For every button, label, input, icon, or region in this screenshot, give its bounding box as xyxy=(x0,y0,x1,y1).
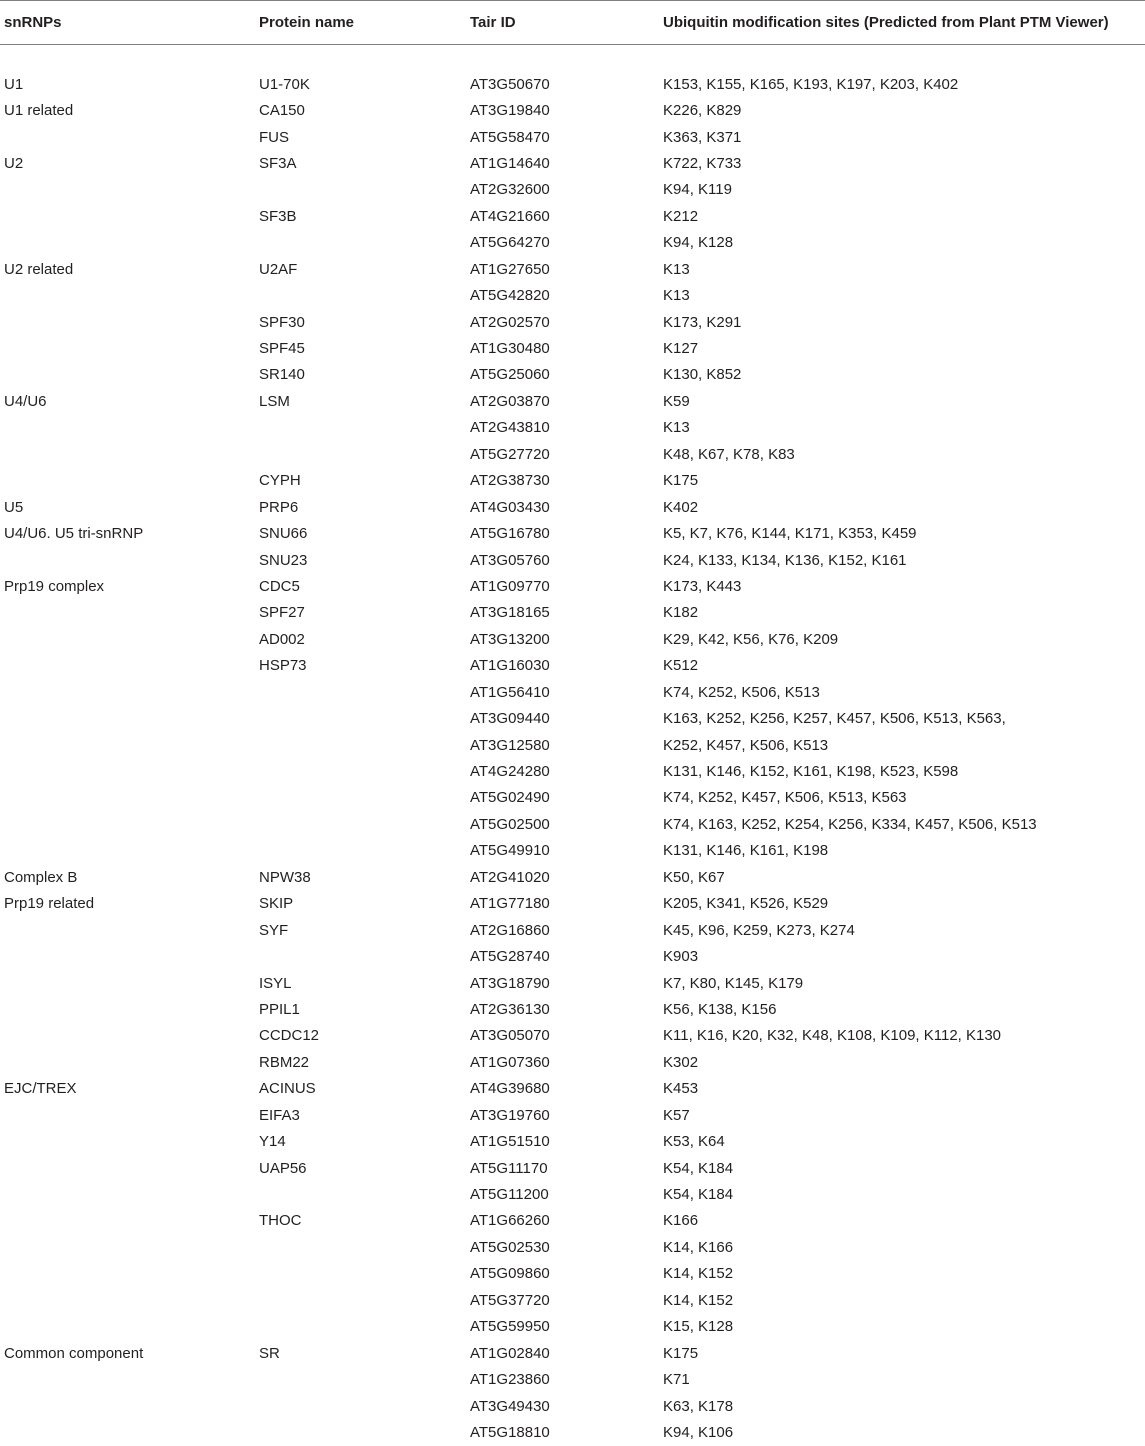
cell-tair-id: AT2G41020 xyxy=(470,868,550,886)
table-row xyxy=(0,679,1145,705)
cell-ubiquitin-sites: K48, K67, K78, K83 xyxy=(663,445,795,463)
table-row xyxy=(0,309,1145,335)
table-row xyxy=(0,653,1145,679)
cell-ubiquitin-sites: K166 xyxy=(663,1212,699,1230)
cell-protein-name xyxy=(255,1234,466,1260)
cell-ubiquitin-sites: K182 xyxy=(663,604,699,622)
cell-tair-id: AT2G32600 xyxy=(470,181,550,199)
cell-snrnp xyxy=(0,1102,255,1128)
cell-tair-id: AT5G37720 xyxy=(470,1291,550,1309)
cell-ubiquitin-sites: K722, K733 xyxy=(663,154,742,172)
cell-snrnp xyxy=(0,1366,255,1392)
cell-snrnp xyxy=(0,1181,255,1207)
cell-tair-id: AT5G09860 xyxy=(470,1265,550,1283)
cell-ubiquitin-sites: K402 xyxy=(663,498,699,516)
cell-protein-name: FUS xyxy=(259,128,289,146)
cell-protein-name xyxy=(255,838,466,864)
table-row xyxy=(0,838,1145,864)
table-row xyxy=(0,1340,1145,1366)
cell-tair-id: AT1G23860 xyxy=(470,1371,550,1389)
table-row xyxy=(0,811,1145,837)
table-row xyxy=(0,415,1145,441)
cell-tair-id: AT5G11200 xyxy=(470,1186,549,1204)
table-row xyxy=(0,362,1145,388)
cell-protein-name: SR xyxy=(259,1344,280,1362)
cell-protein-name xyxy=(255,230,466,256)
cell-ubiquitin-sites: K453 xyxy=(663,1080,699,1098)
table-row xyxy=(0,203,1145,229)
cell-snrnp xyxy=(0,282,255,308)
cell-protein-name: Y14 xyxy=(259,1133,286,1151)
table-header xyxy=(0,1,1145,45)
cell-tair-id: AT3G12580 xyxy=(470,736,550,754)
table-row xyxy=(0,970,1145,996)
cell-ubiquitin-sites: K15, K128 xyxy=(663,1318,734,1336)
cell-protein-name xyxy=(255,1419,466,1445)
cell-protein-name: CDC5 xyxy=(259,577,300,595)
cell-protein-name: CCDC12 xyxy=(259,1027,320,1045)
cell-snrnp xyxy=(0,1208,255,1234)
cell-tair-id: AT1G07360 xyxy=(470,1053,550,1071)
cell-ubiquitin-sites: K13 xyxy=(663,260,690,278)
cell-tair-id: AT3G49430 xyxy=(470,1397,550,1415)
cell-snrnp xyxy=(0,996,255,1022)
cell-snrnp xyxy=(0,970,255,996)
cell-ubiquitin-sites: K29, K42, K56, K76, K209 xyxy=(663,630,839,648)
table-row xyxy=(0,230,1145,256)
cell-snrnp xyxy=(0,547,255,573)
cell-tair-id: AT3G18165 xyxy=(470,604,550,622)
cell-protein-name: U2AF xyxy=(259,260,298,278)
cell-snrnp xyxy=(0,203,255,229)
table-row xyxy=(0,600,1145,626)
cell-ubiquitin-sites: K212 xyxy=(663,207,699,225)
table-row xyxy=(0,732,1145,758)
table-row xyxy=(0,1076,1145,1102)
cell-snrnp xyxy=(0,943,255,969)
cell-ubiquitin-sites: K74, K163, K252, K254, K256, K334, K457, K506, K513 xyxy=(663,815,1037,833)
cell-tair-id: AT5G18810 xyxy=(470,1423,550,1441)
cell-tair-id: AT5G64270 xyxy=(470,234,550,252)
column-header-tair-id: Tair ID xyxy=(466,1,659,45)
cell-ubiquitin-sites: K7, K80, K145, K179 xyxy=(663,974,804,992)
cell-protein-name: SKIP xyxy=(259,895,294,913)
cell-ubiquitin-sites: K512 xyxy=(663,657,699,675)
cell-protein-name xyxy=(255,1393,466,1419)
cell-tair-id: AT1G02840 xyxy=(470,1344,550,1362)
table-row xyxy=(0,282,1145,308)
table-row xyxy=(0,388,1145,414)
cell-ubiquitin-sites: K127 xyxy=(663,340,699,358)
cell-protein-name: SNU23 xyxy=(259,551,308,569)
cell-snrnp xyxy=(0,468,255,494)
table-row xyxy=(0,891,1145,917)
cell-ubiquitin-sites: K163, K252, K256, K257, K457, K506, K513, K563, xyxy=(663,710,1006,728)
cell-protein-name: SR140 xyxy=(259,366,305,384)
cell-snrnp xyxy=(0,1023,255,1049)
cell-tair-id: AT5G49910 xyxy=(470,842,550,860)
cell-tair-id: AT3G05760 xyxy=(470,551,550,569)
cell-protein-name xyxy=(255,1366,466,1392)
cell-protein-name: HSP73 xyxy=(259,657,307,675)
cell-protein-name: AD002 xyxy=(259,630,305,648)
cell-tair-id: AT2G43810 xyxy=(470,419,550,437)
cell-ubiquitin-sites: K13 xyxy=(663,419,690,437)
cell-tair-id: AT4G39680 xyxy=(470,1080,550,1098)
cell-tair-id: AT1G30480 xyxy=(470,340,550,358)
table-row xyxy=(0,441,1145,467)
cell-tair-id: AT1G56410 xyxy=(470,683,550,701)
cell-protein-name xyxy=(255,732,466,758)
cell-ubiquitin-sites: K94, K128 xyxy=(663,234,734,252)
cell-protein-name: U1-70K xyxy=(259,75,310,93)
cell-protein-name xyxy=(255,177,466,203)
cell-snrnp xyxy=(0,177,255,203)
cell-snrnp xyxy=(0,838,255,864)
cell-snrnp: U1 related xyxy=(4,102,74,120)
cell-snrnp: Prp19 complex xyxy=(4,577,105,595)
cell-tair-id: AT3G05070 xyxy=(470,1027,550,1045)
cell-tair-id: AT1G09770 xyxy=(470,577,550,595)
cell-snrnp xyxy=(0,1128,255,1154)
cell-ubiquitin-sites: K24, K133, K134, K136, K152, K161 xyxy=(663,551,907,569)
table-row xyxy=(0,1128,1145,1154)
column-header-snrnps: snRNPs xyxy=(0,1,255,45)
cell-snrnp: U5 xyxy=(4,498,24,516)
table-row xyxy=(0,1393,1145,1419)
cell-tair-id: AT3G13200 xyxy=(470,630,550,648)
table-row xyxy=(0,1419,1145,1445)
cell-ubiquitin-sites: K94, K106 xyxy=(663,1423,734,1441)
cell-protein-name: UAP56 xyxy=(259,1159,307,1177)
cell-protein-name: NPW38 xyxy=(259,868,311,886)
cell-ubiquitin-sites: K57 xyxy=(663,1106,690,1124)
cell-protein-name: PPIL1 xyxy=(259,1000,300,1018)
cell-tair-id: AT4G24280 xyxy=(470,763,550,781)
cell-ubiquitin-sites: K53, K64 xyxy=(663,1133,725,1151)
table-row xyxy=(0,785,1145,811)
table-row xyxy=(0,468,1145,494)
cell-snrnp xyxy=(0,600,255,626)
cell-tair-id: AT5G42820 xyxy=(470,287,550,305)
cell-snrnp xyxy=(0,1234,255,1260)
cell-ubiquitin-sites: K13 xyxy=(663,287,690,305)
table-row xyxy=(0,1287,1145,1313)
cell-snrnp xyxy=(0,917,255,943)
table-row xyxy=(0,1234,1145,1260)
cell-ubiquitin-sites: K226, K829 xyxy=(663,102,742,120)
cell-protein-name: ACINUS xyxy=(259,1080,316,1098)
table-row xyxy=(0,1314,1145,1340)
table-row xyxy=(0,758,1145,784)
cell-protein-name: RBM22 xyxy=(259,1053,310,1071)
table-row xyxy=(0,1366,1145,1392)
table-row xyxy=(0,943,1145,969)
cell-snrnp xyxy=(0,1261,255,1287)
cell-snrnp xyxy=(0,1155,255,1181)
cell-ubiquitin-sites: K14, K152 xyxy=(663,1265,734,1283)
cell-snrnp xyxy=(0,785,255,811)
cell-snrnp: U1 xyxy=(4,75,24,93)
cell-protein-name: SPF45 xyxy=(259,340,305,358)
cell-tair-id: AT1G51510 xyxy=(470,1133,550,1151)
cell-protein-name xyxy=(255,943,466,969)
table-row xyxy=(0,864,1145,890)
cell-snrnp xyxy=(0,1419,255,1445)
cell-snrnp xyxy=(0,335,255,361)
cell-ubiquitin-sites: K71 xyxy=(663,1371,690,1389)
cell-tair-id: AT3G18790 xyxy=(470,974,550,992)
cell-ubiquitin-sites: K45, K96, K259, K273, K274 xyxy=(663,921,855,939)
table-row xyxy=(0,1102,1145,1128)
cell-ubiquitin-sites: K252, K457, K506, K513 xyxy=(663,736,829,754)
cell-snrnp: U2 xyxy=(4,154,24,172)
cell-snrnp xyxy=(0,1314,255,1340)
table-row xyxy=(0,494,1145,520)
cell-protein-name: THOC xyxy=(259,1212,302,1230)
table-row xyxy=(0,335,1145,361)
cell-tair-id: AT5G59950 xyxy=(470,1318,550,1336)
cell-tair-id: AT5G25060 xyxy=(470,366,550,384)
table-row xyxy=(0,150,1145,176)
cell-ubiquitin-sites: K14, K152 xyxy=(663,1291,734,1309)
table-body xyxy=(0,45,1145,1446)
cell-ubiquitin-sites: K56, K138, K156 xyxy=(663,1000,777,1018)
table-row xyxy=(0,626,1145,652)
cell-snrnp: Prp19 related xyxy=(4,895,95,913)
cell-snrnp xyxy=(0,653,255,679)
cell-snrnp: U2 related xyxy=(4,260,74,278)
cell-ubiquitin-sites: K54, K184 xyxy=(663,1186,734,1204)
cell-snrnp xyxy=(0,124,255,150)
cell-snrnp xyxy=(0,441,255,467)
cell-snrnp xyxy=(0,732,255,758)
cell-tair-id: AT5G02530 xyxy=(470,1238,550,1256)
cell-ubiquitin-sites: K173, K291 xyxy=(663,313,742,331)
cell-snrnp xyxy=(0,705,255,731)
cell-protein-name: SPF30 xyxy=(259,313,305,331)
cell-tair-id: AT1G77180 xyxy=(470,895,550,913)
table-row xyxy=(0,71,1145,97)
cell-snrnp: Common component xyxy=(4,1344,144,1362)
cell-ubiquitin-sites: K5, K7, K76, K144, K171, K353, K459 xyxy=(663,525,917,543)
cell-ubiquitin-sites: K50, K67 xyxy=(663,868,725,886)
table-row xyxy=(0,705,1145,731)
cell-snrnp xyxy=(0,1049,255,1075)
cell-tair-id: AT1G14640 xyxy=(470,154,550,172)
cell-snrnp xyxy=(0,1287,255,1313)
cell-tair-id: AT2G16860 xyxy=(470,921,550,939)
cell-tair-id: AT3G09440 xyxy=(470,710,550,728)
cell-protein-name: ISYL xyxy=(259,974,292,992)
cell-snrnp xyxy=(0,811,255,837)
cell-ubiquitin-sites: K175 xyxy=(663,1344,699,1362)
cell-tair-id: AT5G58470 xyxy=(470,128,550,146)
cell-ubiquitin-sites: K130, K852 xyxy=(663,366,742,384)
cell-ubiquitin-sites: K175 xyxy=(663,472,699,490)
cell-ubiquitin-sites: K59 xyxy=(663,392,690,410)
cell-tair-id: AT2G36130 xyxy=(470,1000,550,1018)
cell-ubiquitin-sites: K173, K443 xyxy=(663,577,742,595)
cell-ubiquitin-sites: K205, K341, K526, K529 xyxy=(663,895,829,913)
cell-ubiquitin-sites: K54, K184 xyxy=(663,1159,734,1177)
cell-protein-name xyxy=(255,1181,466,1207)
cell-ubiquitin-sites: K131, K146, K161, K198 xyxy=(663,842,829,860)
cell-tair-id: AT3G19840 xyxy=(470,102,550,120)
cell-snrnp: Complex B xyxy=(4,868,78,886)
cell-tair-id: AT5G28740 xyxy=(470,948,550,966)
cell-ubiquitin-sites: K74, K252, K457, K506, K513, K563 xyxy=(663,789,907,807)
cell-snrnp xyxy=(0,1393,255,1419)
table-row xyxy=(0,573,1145,599)
cell-protein-name xyxy=(255,1314,466,1340)
cell-snrnp xyxy=(0,230,255,256)
cell-ubiquitin-sites: K131, K146, K152, K161, K198, K523, K598 xyxy=(663,763,959,781)
cell-ubiquitin-sites: K74, K252, K506, K513 xyxy=(663,683,820,701)
cell-protein-name: PRP6 xyxy=(259,498,299,516)
cell-snrnp xyxy=(0,309,255,335)
cell-protein-name: SNU66 xyxy=(259,525,308,543)
cell-tair-id: AT5G27720 xyxy=(470,445,550,463)
cell-protein-name xyxy=(255,785,466,811)
cell-protein-name xyxy=(255,811,466,837)
cell-protein-name: SPF27 xyxy=(259,604,305,622)
header-row xyxy=(0,1,1145,45)
table-row xyxy=(0,1023,1145,1049)
cell-tair-id: AT3G50670 xyxy=(470,75,550,93)
table-row xyxy=(0,1155,1145,1181)
table-row xyxy=(0,97,1145,123)
table-row xyxy=(0,520,1145,546)
cell-protein-name xyxy=(255,282,466,308)
cell-tair-id: AT4G03430 xyxy=(470,498,550,516)
cell-snrnp xyxy=(0,679,255,705)
cell-ubiquitin-sites: K11, K16, K20, K32, K48, K108, K109, K112, K130 xyxy=(663,1027,1002,1045)
cell-snrnp: U4/U6. U5 tri-snRNP xyxy=(4,525,144,543)
table-row xyxy=(0,1208,1145,1234)
cell-ubiquitin-sites: K63, K178 xyxy=(663,1397,734,1415)
table-row xyxy=(0,124,1145,150)
column-header-protein-name: Protein name xyxy=(255,1,466,45)
cell-tair-id: AT5G02500 xyxy=(470,815,550,833)
cell-snrnp: EJC/TREX xyxy=(4,1080,77,1098)
cell-protein-name xyxy=(255,415,466,441)
table-row xyxy=(0,177,1145,203)
cell-tair-id: AT1G27650 xyxy=(470,260,550,278)
cell-protein-name: EIFA3 xyxy=(259,1106,300,1124)
cell-ubiquitin-sites: K153, K155, K165, K193, K197, K203, K402 xyxy=(663,75,959,93)
cell-protein-name xyxy=(255,441,466,467)
cell-snrnp xyxy=(0,362,255,388)
cell-ubiquitin-sites: K302 xyxy=(663,1053,699,1071)
cell-protein-name: CA150 xyxy=(259,102,305,120)
table-row xyxy=(0,256,1145,282)
cell-tair-id: AT5G16780 xyxy=(470,525,550,543)
cell-protein-name: SF3A xyxy=(259,154,297,172)
cell-protein-name xyxy=(255,1261,466,1287)
cell-tair-id: AT3G19760 xyxy=(470,1106,550,1124)
cell-protein-name: SYF xyxy=(259,921,289,939)
cell-protein-name xyxy=(255,679,466,705)
cell-protein-name: SF3B xyxy=(259,207,297,225)
cell-snrnp: U4/U6 xyxy=(4,392,47,410)
cell-tair-id: AT5G02490 xyxy=(470,789,550,807)
cell-ubiquitin-sites: K363, K371 xyxy=(663,128,742,146)
cell-protein-name xyxy=(255,705,466,731)
table-row xyxy=(0,1181,1145,1207)
column-header-ubiquitin-sites: Ubiquitin modification sites (Predicted from Plant PTM Viewer) xyxy=(659,1,1145,45)
header-spacer xyxy=(0,45,1145,71)
table-row xyxy=(0,1261,1145,1287)
cell-snrnp xyxy=(0,415,255,441)
cell-protein-name: CYPH xyxy=(259,472,301,490)
cell-tair-id: AT1G16030 xyxy=(470,657,550,675)
cell-ubiquitin-sites: K94, K119 xyxy=(663,181,732,199)
cell-protein-name: LSM xyxy=(259,392,290,410)
cell-tair-id: AT5G11170 xyxy=(470,1159,548,1177)
cell-ubiquitin-sites: K903 xyxy=(663,948,699,966)
cell-protein-name xyxy=(255,1287,466,1313)
cell-tair-id: AT2G02570 xyxy=(470,313,550,331)
table-row xyxy=(0,1049,1145,1075)
cell-snrnp xyxy=(0,626,255,652)
cell-tair-id: AT4G21660 xyxy=(470,207,550,225)
cell-snrnp xyxy=(0,758,255,784)
cell-ubiquitin-sites: K14, K166 xyxy=(663,1238,734,1256)
cell-tair-id: AT1G66260 xyxy=(470,1212,550,1230)
cell-tair-id: AT2G03870 xyxy=(470,392,550,410)
table-row xyxy=(0,547,1145,573)
cell-tair-id: AT2G38730 xyxy=(470,472,550,490)
cell-protein-name xyxy=(255,758,466,784)
table-row xyxy=(0,917,1145,943)
table-row xyxy=(0,996,1145,1022)
